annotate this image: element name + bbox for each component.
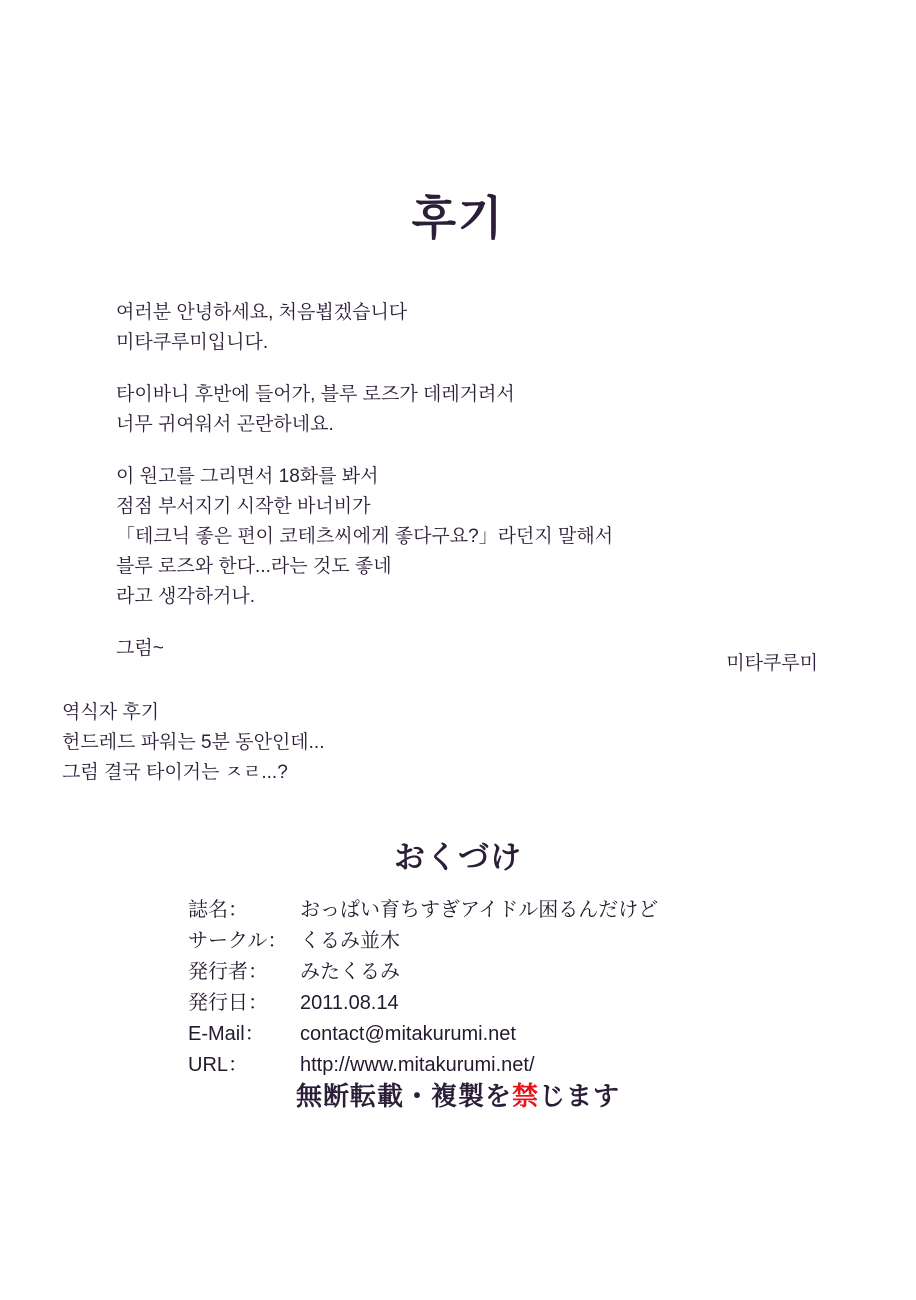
afterword-line: 여러분 안녕하세요, 처음뵙겠습니다 (116, 302, 408, 323)
colophon-row (188, 957, 658, 988)
afterword-paragraph (116, 462, 836, 612)
warning-suffix: じます (539, 1081, 621, 1111)
translator-note-line: 그럼 결국 타이거는 ㅈㄹ...? (62, 762, 288, 783)
colophon-value: おっぱい育ちすぎアイドル困るんだけど (300, 899, 659, 921)
colophon-row (188, 988, 658, 1019)
colophon-value-email: contact@mitakurumi.net (300, 1023, 516, 1045)
afterword-line: 너무 귀여워서 곤란하네요. (116, 414, 334, 435)
afterword-line: 이 원고를 그리면서 18화를 봐서 (116, 466, 379, 487)
colophon-row (188, 895, 658, 926)
colophon-row (188, 1019, 658, 1050)
colophon-value: 2011.08.14 (300, 992, 399, 1014)
afterword-paragraph (116, 298, 836, 358)
colophon-value: みたくるみ (300, 961, 400, 983)
reproduction-warning (0, 1076, 916, 1113)
warning-accent: 禁 (511, 1081, 539, 1111)
afterword-line: 그럼~ (116, 638, 164, 659)
afterword-line: 타이바니 후반에 들어가, 블루 로즈가 데레거려서 (116, 384, 515, 405)
colophon-value-url: http://www.mitakurumi.net/ (300, 1054, 535, 1076)
colophon-row (188, 926, 658, 957)
translator-note-line: 헌드레드 파워는 5분 동안인데... (62, 732, 325, 753)
translator-note-line: 역식자 후기 (62, 702, 160, 723)
colophon-value: くるみ並木 (300, 930, 400, 952)
colophon-table (188, 895, 658, 1081)
colophon-label: 発行者： (188, 961, 268, 983)
afterword-body (116, 298, 836, 664)
warning-prefix: 無断転載・複製を (295, 1081, 512, 1111)
author-signature: 미타쿠루미 (726, 653, 818, 674)
afterword-line: 라고 생각하거나. (116, 586, 256, 607)
afterword-line: 블루 로즈와 한다...라는 것도 좋네 (116, 556, 392, 577)
afterword-line: 미타쿠루미입니다. (116, 332, 269, 353)
colophon-label: URL： (188, 1054, 249, 1076)
afterword-line: 「테크닉 좋은 편이 코테츠씨에게 좋다구요?」라던지 말해서 (116, 526, 614, 547)
translator-note (62, 698, 822, 788)
afterword-heading: 후기 (411, 192, 505, 244)
afterword-line: 점점 부서지기 시작한 바너비가 (116, 496, 371, 517)
colophon-heading: おくづけ (394, 840, 522, 875)
colophon-label: 誌名： (188, 899, 248, 921)
colophon-label: 発行日： (188, 992, 268, 1014)
colophon-label: サークル： (188, 930, 288, 952)
afterword-paragraph (116, 380, 836, 440)
colophon-label: E-Mail： (188, 1023, 265, 1045)
